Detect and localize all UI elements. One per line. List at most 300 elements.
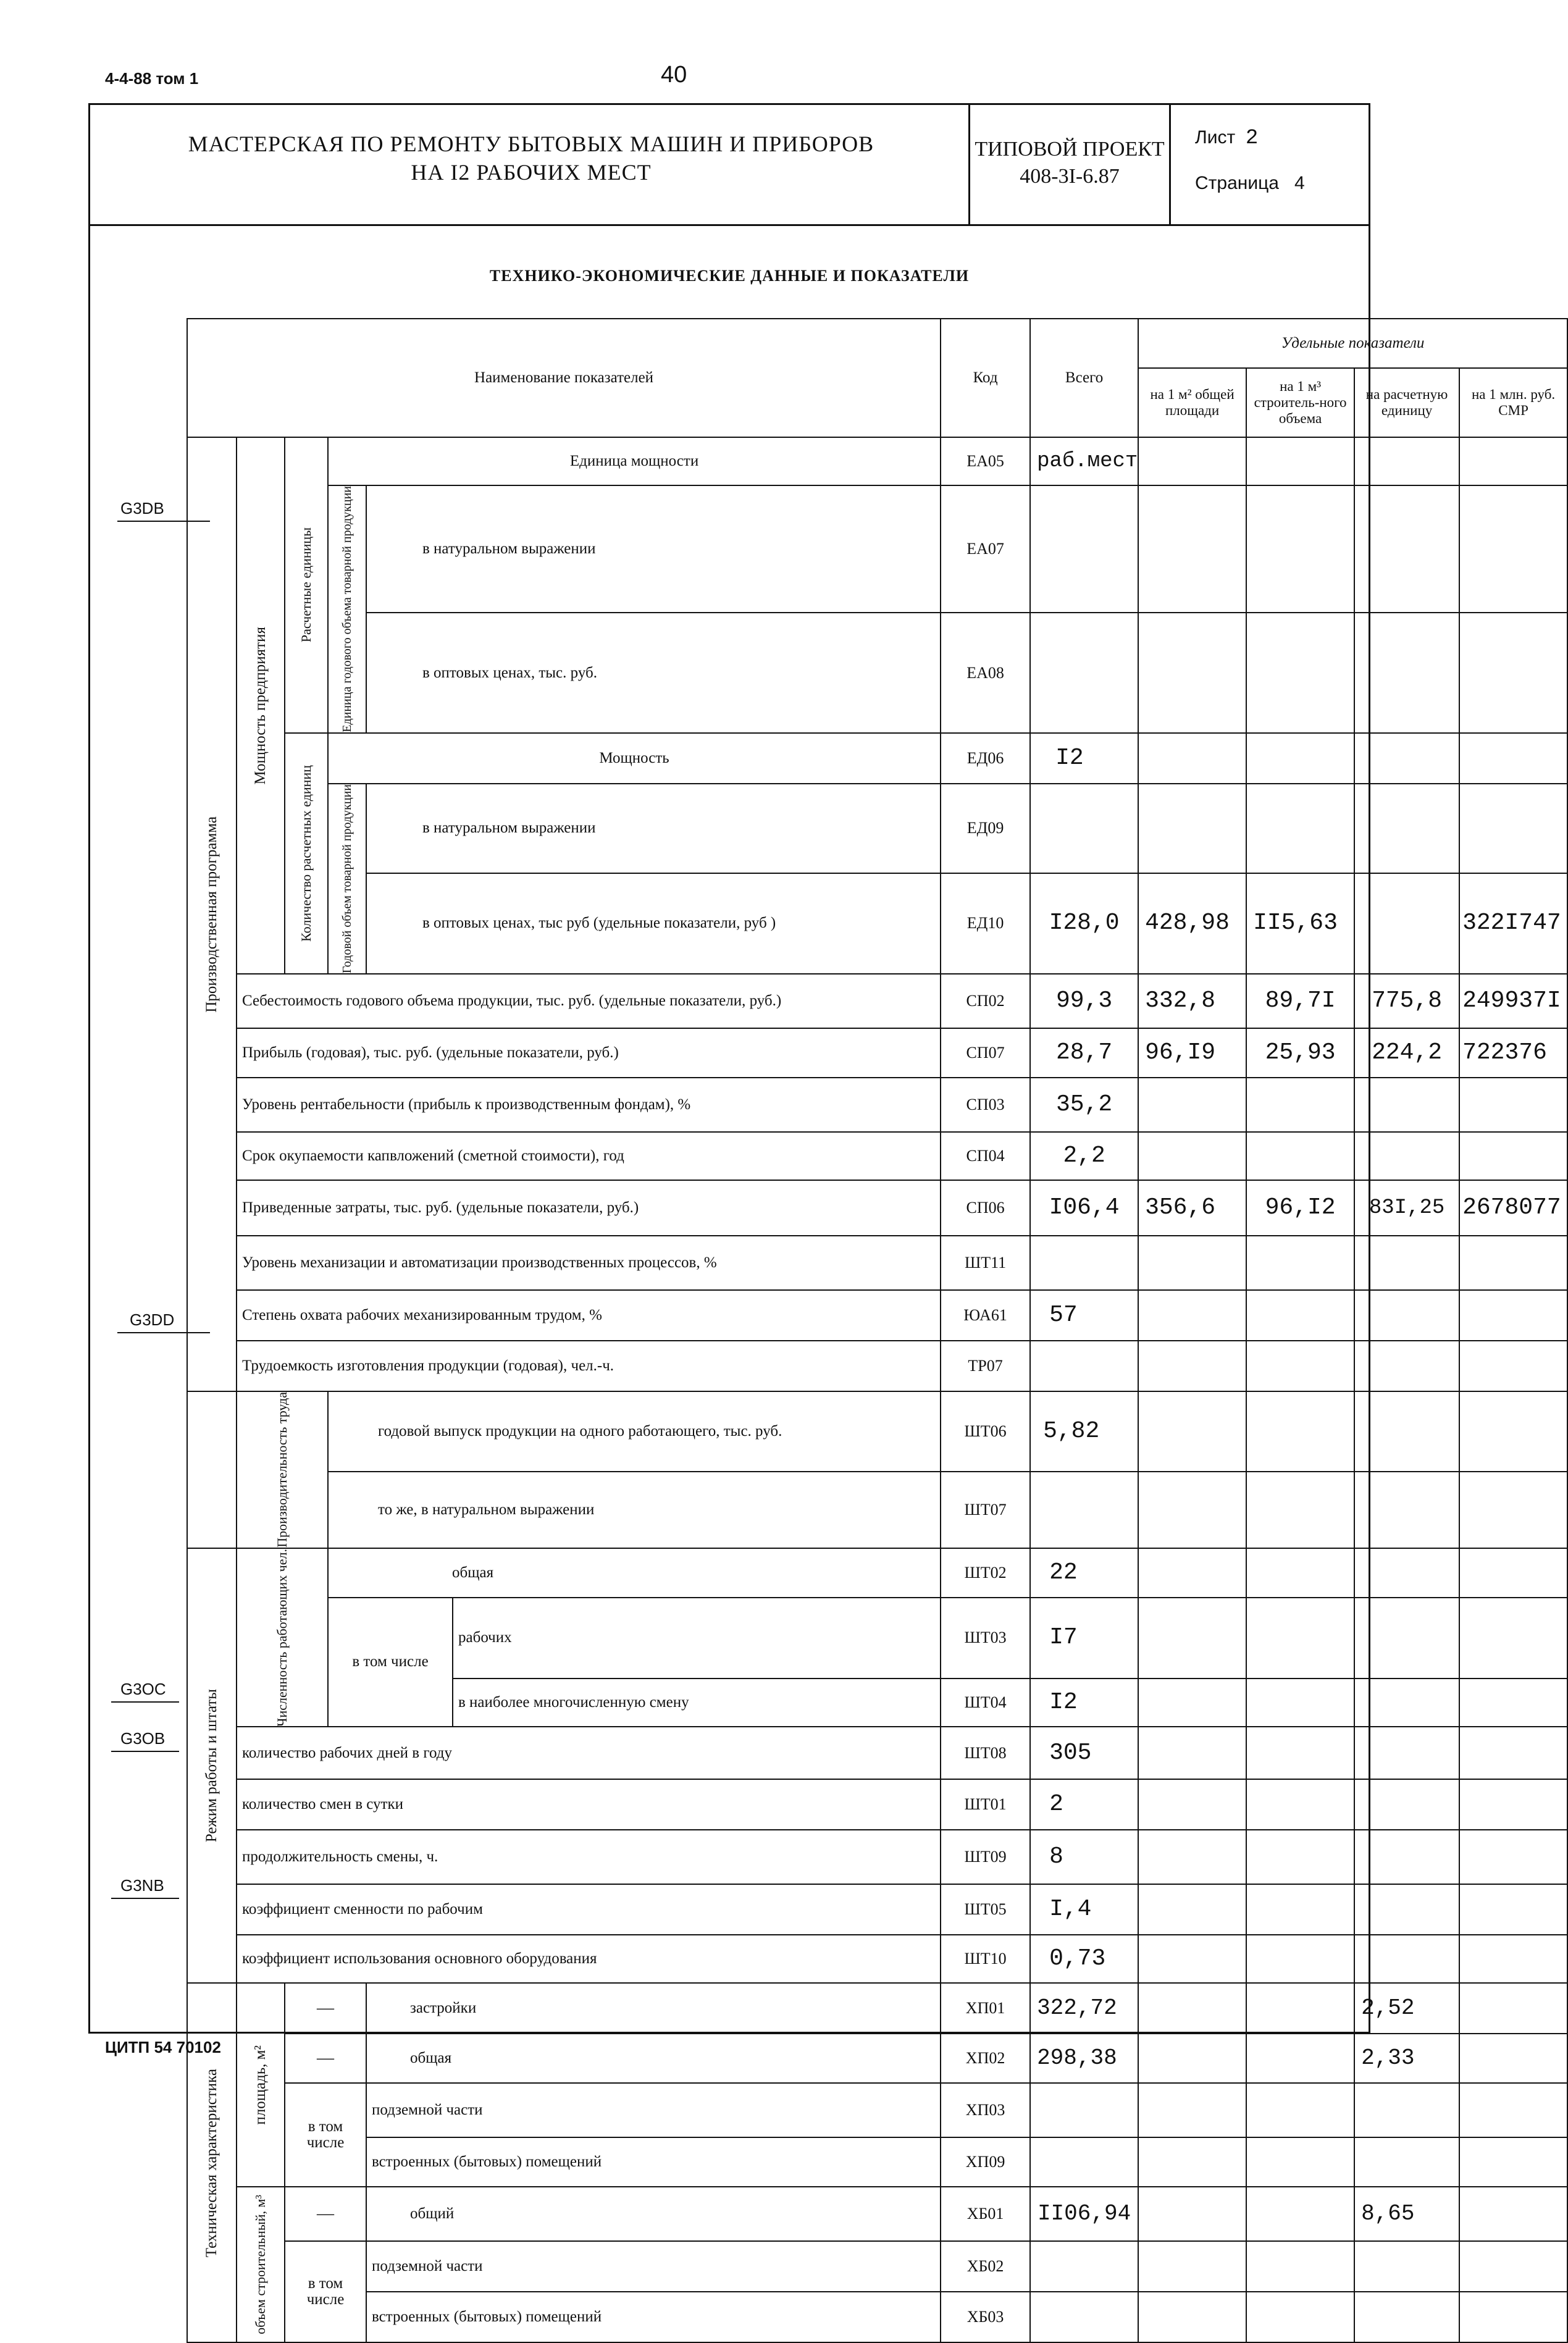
row-per-m2	[1138, 437, 1246, 485]
row-code: ЕД06	[941, 733, 1030, 784]
row-name: в оптовых ценах, тыс. руб.	[366, 613, 941, 732]
side-code-line	[117, 521, 210, 522]
table-row	[187, 2034, 1567, 2083]
side-code-g3nb: G3NB	[120, 1876, 164, 1895]
row-code: ШТ07	[941, 1472, 1030, 1548]
row-per-unit	[1354, 1548, 1459, 1598]
row-per-m2: 428,98	[1138, 873, 1246, 974]
row-per-mln	[1459, 613, 1567, 732]
row-per-unit	[1354, 1779, 1459, 1830]
row-name: Приведенные затраты, тыс. руб. (удельные показатели, руб.)	[237, 1180, 941, 1236]
col-code-header: Код	[941, 319, 1030, 437]
row-total: 305	[1030, 1727, 1138, 1779]
row-per-mln	[1459, 2083, 1567, 2137]
row-per-mln	[1459, 1078, 1567, 1132]
row-per-m2	[1138, 1341, 1246, 1391]
row-per-unit	[1354, 1132, 1459, 1180]
row-name: Уровень рентабельности (прибыль к производственным фондам), %	[237, 1078, 941, 1132]
arrow-mark: —	[285, 2034, 366, 2083]
row-per-mln	[1459, 1779, 1567, 1830]
row-per-m3	[1246, 1290, 1354, 1341]
row-per-m3	[1246, 1598, 1354, 1679]
table-row	[187, 784, 1567, 873]
side-code-line	[117, 1332, 210, 1333]
group-production-program-cont	[187, 1391, 237, 1472]
row-per-m2	[1138, 1679, 1246, 1727]
row-name: встроенных (бытовых) помещений	[366, 2137, 941, 2187]
table-row	[187, 1727, 1567, 1779]
sheet-value: 2	[1245, 127, 1259, 150]
row-name: количество рабочих дней в году	[237, 1727, 941, 1779]
row-name: в наиболее многочисленную смену	[453, 1679, 941, 1727]
row-code: ХБ02	[941, 2241, 1030, 2292]
row-per-unit	[1354, 2137, 1459, 2187]
header-divider-1	[968, 103, 970, 224]
row-per-m2	[1138, 1391, 1246, 1472]
table-row	[187, 1548, 1567, 1598]
row-per-m2: 356,6	[1138, 1180, 1246, 1236]
col-per-m3-header: на 1 м³ строитель-ного объема	[1246, 368, 1354, 437]
group-production-program: Производственная программа	[187, 437, 237, 1391]
row-code: ЕА05	[941, 437, 1030, 485]
side-code-g3ob: G3OB	[120, 1729, 166, 1748]
row-per-mln	[1459, 1884, 1567, 1935]
group-calc-units: Расчетные единицы	[285, 437, 328, 733]
side-code-line	[111, 1751, 179, 1752]
table-row	[187, 1935, 1567, 1983]
row-per-mln	[1459, 2187, 1567, 2241]
row-total: 322,72	[1030, 1983, 1138, 2034]
row-per-m3	[1246, 1472, 1354, 1548]
row-code: ХП01	[941, 1983, 1030, 2034]
title-line-2: НА I2 РАБОЧИХ МЕСТ	[411, 160, 652, 185]
row-per-mln	[1459, 2292, 1567, 2342]
row-name: Уровень механизации и автоматизации производственных процессов, %	[237, 1236, 941, 1290]
row-name: подземной части	[366, 2241, 941, 2292]
row-per-m2	[1138, 1236, 1246, 1290]
row-per-m2	[1138, 1884, 1246, 1935]
sheet-block	[1195, 127, 1258, 150]
row-total: 8	[1030, 1830, 1138, 1884]
row-per-mln: 2678077	[1459, 1180, 1567, 1236]
row-per-m2	[1138, 1548, 1246, 1598]
side-code-g3db: G3DB	[120, 499, 164, 518]
row-per-unit	[1354, 485, 1459, 613]
row-total	[1030, 485, 1138, 613]
row-per-unit	[1354, 1884, 1459, 1935]
project-block	[971, 136, 1168, 190]
row-per-m2	[1138, 2292, 1246, 2342]
row-name: количество смен в сутки	[237, 1779, 941, 1830]
row-name: в оптовых ценах, тыс руб (удельные показатели, руб )	[366, 873, 941, 974]
row-name: в натуральном выражении	[366, 485, 941, 613]
row-code: ШТ01	[941, 1779, 1030, 1830]
row-per-m2	[1138, 1472, 1246, 1548]
row-total: 35,2	[1030, 1078, 1138, 1132]
table-row	[187, 1132, 1567, 1180]
row-name: годовой выпуск продукции на одного работающего, тыс. руб.	[328, 1391, 941, 1472]
row-code: ХП02	[941, 2034, 1030, 2083]
row-per-unit: 775,8	[1354, 974, 1459, 1028]
row-per-m3	[1246, 2034, 1354, 2083]
row-per-mln	[1459, 1548, 1567, 1598]
table-row	[187, 1236, 1567, 1290]
row-code: ШТ10	[941, 1935, 1030, 1983]
row-name: Мощность	[328, 733, 941, 784]
row-per-mln: 322I747	[1459, 873, 1567, 974]
row-code: ХП03	[941, 2083, 1030, 2137]
row-per-m2: 332,8	[1138, 974, 1246, 1028]
table-row	[187, 1983, 1567, 2034]
row-per-unit	[1354, 1290, 1459, 1341]
row-per-m3	[1246, 2083, 1354, 2137]
row-name: рабочих	[453, 1598, 941, 1679]
row-name: в натуральном выражении	[366, 784, 941, 873]
table-row	[187, 1598, 1567, 1679]
table-row	[187, 613, 1567, 732]
group-area: площадь, м²	[237, 1983, 285, 2187]
row-per-m3: 25,93	[1246, 1028, 1354, 1078]
table-row	[187, 2083, 1567, 2137]
row-per-mln	[1459, 1679, 1567, 1727]
row-per-unit: 83I,25	[1354, 1180, 1459, 1236]
table-row	[187, 974, 1567, 1028]
col-total-header: Всего	[1030, 319, 1138, 437]
row-total: 5,82	[1030, 1391, 1138, 1472]
document-reference: 4-4-88 том 1	[105, 69, 199, 88]
row-per-m3	[1246, 2137, 1354, 2187]
row-per-m3: II5,63	[1246, 873, 1354, 974]
row-per-unit	[1354, 1236, 1459, 1290]
row-per-mln	[1459, 1132, 1567, 1180]
table-row	[187, 873, 1567, 974]
row-code: ХП09	[941, 2137, 1030, 2187]
group-enterprise-capacity: Мощность предприятия	[237, 437, 285, 974]
row-per-m3	[1246, 1078, 1354, 1132]
sheet-label: Лист	[1195, 127, 1236, 148]
row-total: I2	[1030, 733, 1138, 784]
row-per-mln	[1459, 485, 1567, 613]
row-per-m2	[1138, 2137, 1246, 2187]
row-code: ХБ01	[941, 2187, 1030, 2241]
row-per-unit	[1354, 1598, 1459, 1679]
row-name: застройки	[366, 1983, 941, 2034]
row-per-m2	[1138, 1727, 1246, 1779]
row-per-m3	[1246, 1236, 1354, 1290]
row-total: 2	[1030, 1779, 1138, 1830]
group-work-mode: Режим работы и штаты	[187, 1548, 237, 1984]
row-per-unit	[1354, 437, 1459, 485]
row-per-mln	[1459, 1472, 1567, 1548]
row-code: СП03	[941, 1078, 1030, 1132]
row-total: 2,2	[1030, 1132, 1138, 1180]
title-line-1: МАСТЕРСКАЯ ПО РЕМОНТУ БЫТОВЫХ МАШИН И ПРИБОРОВ	[188, 132, 874, 156]
row-total	[1030, 2137, 1138, 2187]
row-per-unit	[1354, 1472, 1459, 1548]
row-per-unit	[1354, 1830, 1459, 1884]
row-code: ЕД09	[941, 784, 1030, 873]
row-per-m2	[1138, 2034, 1246, 2083]
page-value: 4	[1294, 173, 1305, 193]
row-per-unit: 8,65	[1354, 2187, 1459, 2241]
indicators-table	[187, 318, 1568, 2343]
project-label: ТИПОВОЙ ПРОЕКТ	[975, 138, 1165, 161]
table-row	[187, 1779, 1567, 1830]
row-per-unit	[1354, 2292, 1459, 2342]
row-per-unit: 2,52	[1354, 1983, 1459, 2034]
row-total	[1030, 1341, 1138, 1391]
row-per-mln	[1459, 437, 1567, 485]
table-row	[187, 1078, 1567, 1132]
row-per-mln	[1459, 2034, 1567, 2083]
row-per-m2: 96,I9	[1138, 1028, 1246, 1078]
table-row	[187, 1830, 1567, 1884]
side-code-line	[111, 1701, 179, 1703]
col-per-m2-header: на 1 м² общей площади	[1138, 368, 1246, 437]
row-per-m2	[1138, 733, 1246, 784]
row-per-unit	[1354, 733, 1459, 784]
side-code-g3dd: G3DD	[130, 1310, 175, 1329]
row-per-unit	[1354, 2083, 1459, 2137]
row-total: I2	[1030, 1679, 1138, 1727]
table-row	[187, 1884, 1567, 1935]
row-per-m2	[1138, 1598, 1246, 1679]
row-per-unit	[1354, 784, 1459, 873]
row-total	[1030, 2292, 1138, 2342]
row-per-m3: 96,I2	[1246, 1180, 1354, 1236]
group-volume: объем строительный, м³	[237, 2187, 285, 2342]
table-row	[187, 1290, 1567, 1341]
row-code: СП07	[941, 1028, 1030, 1078]
group-labor-productivity: Производительность труда	[237, 1391, 328, 1548]
page-label: Страница	[1195, 173, 1279, 193]
row-per-m3	[1246, 1341, 1354, 1391]
row-per-m3	[1246, 1779, 1354, 1830]
row-total: 28,7	[1030, 1028, 1138, 1078]
table-header-row-1	[187, 319, 1567, 368]
row-code: ШТ08	[941, 1727, 1030, 1779]
row-per-m3	[1246, 784, 1354, 873]
row-name: общая	[366, 2034, 941, 2083]
table-row	[187, 2292, 1567, 2342]
row-code: СП02	[941, 974, 1030, 1028]
row-name: общая	[328, 1548, 941, 1598]
group-headcount: Численность работающих чел.	[237, 1548, 328, 1727]
row-code: ШТ09	[941, 1830, 1030, 1884]
row-per-mln	[1459, 1236, 1567, 1290]
footer-stamp: ЦИТП 54 70102	[105, 2038, 221, 2056]
row-per-mln: 722376	[1459, 1028, 1567, 1078]
table-row	[187, 2187, 1567, 2241]
row-per-unit	[1354, 1391, 1459, 1472]
row-per-mln	[1459, 1727, 1567, 1779]
row-total	[1030, 1236, 1138, 1290]
row-per-mln	[1459, 2241, 1567, 2292]
row-per-m2	[1138, 2187, 1246, 2241]
row-code: ЕА07	[941, 485, 1030, 613]
row-code: ШТ06	[941, 1391, 1030, 1472]
page-number: 40	[661, 62, 687, 88]
row-total: раб.мест	[1030, 437, 1138, 485]
header-divider-2	[1169, 103, 1171, 224]
row-per-m2	[1138, 784, 1246, 873]
row-per-mln	[1459, 1290, 1567, 1341]
row-per-m3	[1246, 1391, 1354, 1472]
project-number: 408-3I-6.87	[1020, 165, 1120, 188]
row-per-m3	[1246, 1983, 1354, 2034]
row-total: I28,0	[1030, 873, 1138, 974]
table-row	[187, 1472, 1567, 1548]
row-total: 57	[1030, 1290, 1138, 1341]
row-per-m3	[1246, 1727, 1354, 1779]
row-per-m2	[1138, 1935, 1246, 1983]
row-per-unit	[1354, 2241, 1459, 2292]
row-code: ШТ03	[941, 1598, 1030, 1679]
row-total: I,4	[1030, 1884, 1138, 1935]
group-tech-char: Техническая характеристика	[187, 1983, 237, 2342]
row-name: то же, в натуральном выражении	[328, 1472, 941, 1548]
table-row	[187, 485, 1567, 613]
row-per-unit	[1354, 1341, 1459, 1391]
row-per-mln	[1459, 784, 1567, 873]
row-code: ЕД10	[941, 873, 1030, 974]
row-per-m3	[1246, 485, 1354, 613]
row-per-m2	[1138, 1830, 1246, 1884]
row-per-unit	[1354, 1727, 1459, 1779]
col-per-unit-header: на расчетную единицу	[1354, 368, 1459, 437]
row-per-mln	[1459, 1391, 1567, 1472]
group-annual-volume: Годовой объем товарной продукции	[328, 784, 366, 974]
row-per-mln	[1459, 2137, 1567, 2187]
row-per-m3	[1246, 1548, 1354, 1598]
row-per-m2	[1138, 1779, 1246, 1830]
row-total: 298,38	[1030, 2034, 1138, 2083]
table-row	[187, 1180, 1567, 1236]
row-name: Себестоимость годового объема продукции, тыс. руб. (удельные показатели, руб.)	[237, 974, 941, 1028]
group-calc-units-count: Количество расчетных единиц	[285, 733, 328, 974]
row-name: Единица мощности	[328, 437, 941, 485]
col-per-mln-header: на 1 млн. руб. СМР	[1459, 368, 1567, 437]
row-per-unit	[1354, 613, 1459, 732]
row-code: ШТ11	[941, 1236, 1030, 1290]
table-row	[187, 2241, 1567, 2292]
row-per-m2	[1138, 1290, 1246, 1341]
row-per-m3	[1246, 1679, 1354, 1727]
group-annual-volume-unit: Единица годового объема товарной продукции	[328, 485, 366, 733]
row-per-mln	[1459, 1983, 1567, 2034]
row-per-mln	[1459, 1341, 1567, 1391]
row-per-m3	[1246, 733, 1354, 784]
row-name: продолжительность смены, ч.	[237, 1830, 941, 1884]
row-per-m3	[1246, 2241, 1354, 2292]
row-name: коэффициент использования основного оборудования	[237, 1935, 941, 1983]
arrow-mark: —	[285, 2187, 366, 2241]
table-row	[187, 733, 1567, 784]
table-row	[187, 1341, 1567, 1391]
row-total	[1030, 2083, 1138, 2137]
table-row	[187, 437, 1567, 485]
row-total	[1030, 784, 1138, 873]
row-name: подземной части	[366, 2083, 941, 2137]
row-per-unit	[1354, 873, 1459, 974]
table-row	[187, 2137, 1567, 2187]
row-per-m2	[1138, 2241, 1246, 2292]
row-total: II06,94	[1030, 2187, 1138, 2241]
col-name-header: Наименование показателей	[187, 319, 941, 437]
row-per-m2	[1138, 613, 1246, 732]
row-name: встроенных (бытовых) помещений	[366, 2292, 941, 2342]
row-name: Степень охвата рабочих механизированным трудом, %	[237, 1290, 941, 1341]
row-code: ХБ03	[941, 2292, 1030, 2342]
row-per-m2	[1138, 485, 1246, 613]
row-total: I06,4	[1030, 1180, 1138, 1236]
row-per-mln	[1459, 1598, 1567, 1679]
section-title: ТЕХНИКО-ЭКОНОМИЧЕСКИЕ ДАННЫЕ И ПОКАЗАТЕЛИ	[489, 267, 970, 285]
row-per-unit: 2,33	[1354, 2034, 1459, 2083]
row-per-m2	[1138, 2083, 1246, 2137]
row-code: ШТ04	[941, 1679, 1030, 1727]
row-per-m3	[1246, 1830, 1354, 1884]
col-specific-header: Удельные показатели	[1138, 319, 1567, 368]
including-label: в том числе	[285, 2083, 366, 2187]
row-per-unit	[1354, 1078, 1459, 1132]
row-per-m3	[1246, 2292, 1354, 2342]
row-total: I7	[1030, 1598, 1138, 1679]
row-total	[1030, 2241, 1138, 2292]
arrow-mark: —	[285, 1983, 366, 2034]
row-per-m2	[1138, 1132, 1246, 1180]
row-total	[1030, 1472, 1138, 1548]
row-code: ШТ05	[941, 1884, 1030, 1935]
row-code: ЕА08	[941, 613, 1030, 732]
row-per-m3	[1246, 1884, 1354, 1935]
row-code: ТР07	[941, 1341, 1030, 1391]
row-per-mln: 249937I	[1459, 974, 1567, 1028]
row-name: коэффициент сменности по рабочим	[237, 1884, 941, 1935]
row-per-mln	[1459, 1830, 1567, 1884]
row-code: СП06	[941, 1180, 1030, 1236]
row-per-unit	[1354, 1679, 1459, 1727]
row-code: ЮА61	[941, 1290, 1030, 1341]
row-total: 22	[1030, 1548, 1138, 1598]
row-name: общий	[366, 2187, 941, 2241]
table-row	[187, 1028, 1567, 1078]
header-divider	[88, 224, 1370, 226]
row-per-m2	[1138, 1983, 1246, 2034]
row-total: 99,3	[1030, 974, 1138, 1028]
row-total: 0,73	[1030, 1935, 1138, 1983]
row-per-mln	[1459, 733, 1567, 784]
side-code-g3oc: G3OC	[120, 1680, 166, 1698]
table-row	[187, 1391, 1567, 1472]
including-label: в том числе	[328, 1598, 453, 1727]
document-title	[99, 130, 963, 187]
row-per-unit: 224,2	[1354, 1028, 1459, 1078]
including-label: в том числе	[285, 2241, 366, 2342]
row-per-m3	[1246, 613, 1354, 732]
row-name: Прибыль (годовая), тыс. руб. (удельные показатели, руб.)	[237, 1028, 941, 1078]
row-name: Срок окупаемости капвложений (сметной стоимости), год	[237, 1132, 941, 1180]
row-per-m3: 89,7I	[1246, 974, 1354, 1028]
row-total	[1030, 613, 1138, 732]
row-name: Трудоемкость изготовления продукции (годовая), чел.-ч.	[237, 1341, 941, 1391]
group-production-program-cont	[187, 1472, 237, 1548]
row-per-m2	[1138, 1078, 1246, 1132]
side-code-line	[111, 1898, 179, 1899]
row-per-m3	[1246, 1935, 1354, 1983]
row-code: ШТ02	[941, 1548, 1030, 1598]
row-per-m3	[1246, 2187, 1354, 2241]
